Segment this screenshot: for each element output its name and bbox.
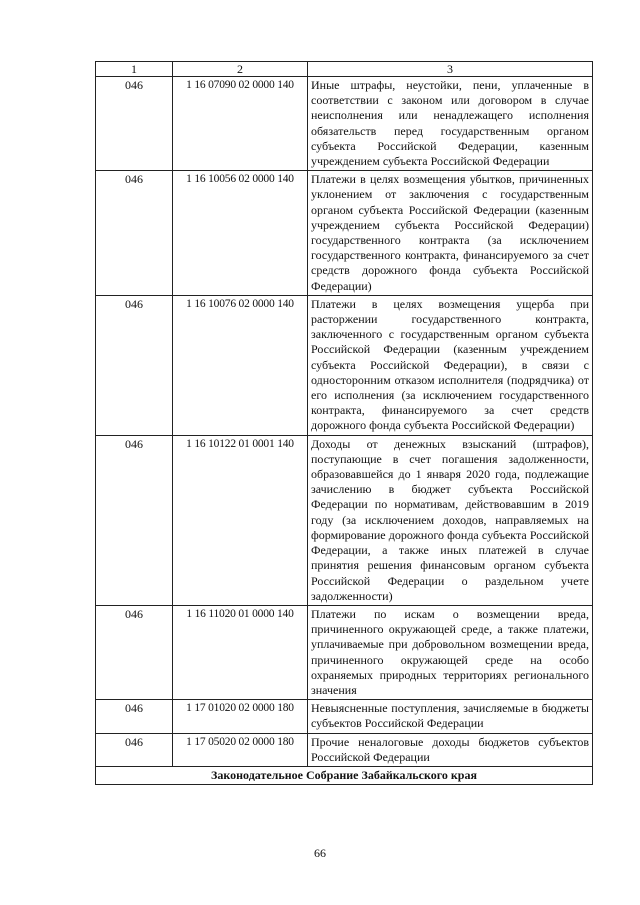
column-header-2: 2 (173, 62, 308, 77)
revenue-code-cell: 1 16 10076 02 0000 140 (173, 295, 308, 435)
table-row (96, 435, 593, 605)
admin-code-cell: 046 (96, 77, 173, 171)
revenue-code-cell: 1 17 05020 02 0000 180 (173, 733, 308, 766)
column-header-1: 1 (96, 62, 173, 77)
section-title: Законодательное Собрание Забайкальского края (96, 766, 593, 784)
description-cell: Платежи в целях возмещения убытков, причиненных уклонением от заключения с государственным органом субъекта Российской Федерации (казенным учреждением субъекта Российской Федерации) государственного контракта (за исключением государственного контракта, финансируемого за счет средств дорожного фонда субъекта Российской Федерации) (308, 171, 593, 296)
admin-code-cell: 046 (96, 171, 173, 296)
table-row (96, 171, 593, 296)
table-row (96, 605, 593, 699)
table-header-row (96, 62, 593, 77)
description-cell: Иные штрафы, неустойки, пени, уплаченные в соответствии с законом или договором в случае неисполнения или ненадлежащего исполнения обязательств перед государственным органом субъекта Российской Федерации, казенным учреждением субъекта Российской Федерации (308, 77, 593, 171)
revenue-codes-table (95, 61, 593, 785)
revenue-code-cell: 1 16 11020 01 0000 140 (173, 605, 308, 699)
admin-code-cell: 046 (96, 733, 173, 766)
description-cell: Платежи по искам о возмещении вреда, причиненного окружающей среде, а также платежи, уплачиваемые при добровольном возмещении вреда, причиненного окружающей среде на особо охраняемых природных территориях регионального значения (308, 605, 593, 699)
page-number: 66 (314, 846, 326, 860)
revenue-code-cell: 1 17 01020 02 0000 180 (173, 700, 308, 733)
column-header-3: 3 (308, 62, 593, 77)
admin-code-cell: 046 (96, 435, 173, 605)
description-cell: Доходы от денежных взысканий (штрафов), поступающие в счет погашения задолженности, образовавшейся до 1 января 2020 года, подлежащие зачислению в бюджет субъекта Российской Федерации по нормативам, действовавшим в 2019 году (за исключением доходов, направляемых на формирование дорожного фонда субъекта Российской Федерации, а также иных платежей в случае принятия решения финансовым органом субъекта Российской Федерации о раздельном учете задолженности) (308, 435, 593, 605)
section-row (96, 766, 593, 784)
admin-code-cell: 046 (96, 295, 173, 435)
description-cell: Невыясненные поступления, зачисляемые в бюджеты субъектов Российской Федерации (308, 700, 593, 733)
revenue-code-cell: 1 16 10122 01 0001 140 (173, 435, 308, 605)
admin-code-cell: 046 (96, 700, 173, 733)
description-cell: Платежи в целях возмещения ущерба при расторжении государственного контракта, заключенного с государственным органом субъекта Российской Федерации (казенным учреждением субъекта Российской Федерации), в связи с односторонним отказом исполнителя (подрядчика) от его исполнения (за исключением государственного контракта, финансируемого за счет средств дорожного фонда субъекта Российской Федерации) (308, 295, 593, 435)
revenue-code-cell: 1 16 10056 02 0000 140 (173, 171, 308, 296)
table-row (96, 77, 593, 171)
admin-code-cell: 046 (96, 605, 173, 699)
table-row (96, 295, 593, 435)
description-cell: Прочие неналоговые доходы бюджетов субъектов Российской Федерации (308, 733, 593, 766)
table-row (96, 733, 593, 766)
table-row (96, 700, 593, 733)
revenue-code-cell: 1 16 07090 02 0000 140 (173, 77, 308, 171)
